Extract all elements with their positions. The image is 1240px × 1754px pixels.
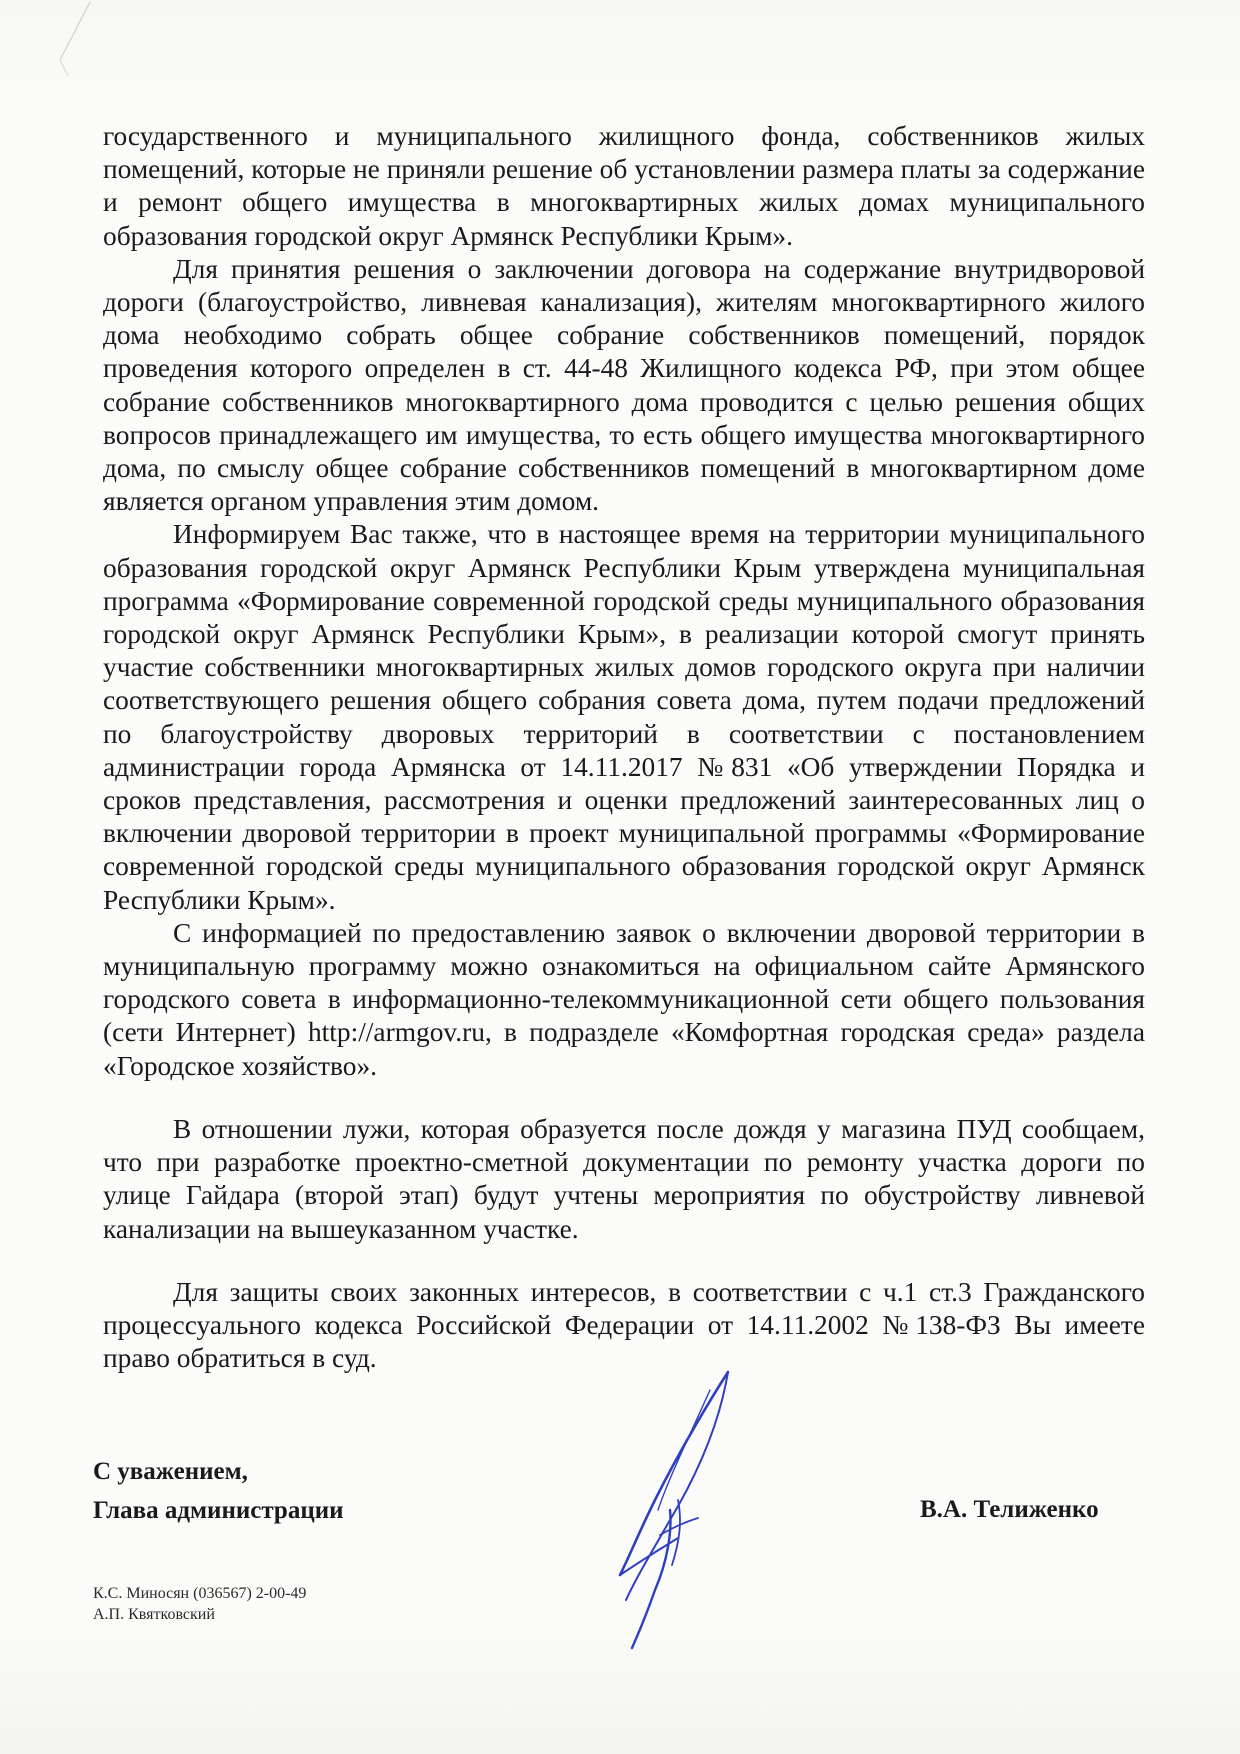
- letter-body: [103, 120, 1145, 1375]
- paragraph-application-info: С информацией по предоставлению заявок о включении дворовой территории в муниципальную программу можно ознакомиться на официальном сайте Армянского городского совета в информационно-телекоммуникационной сети общего пользования (сети Интернет) http://armgov.ru, в подразделе «Комфортная городская среда» раздела «Городское хозяйство».: [103, 917, 1145, 1081]
- closing-regards: С уважением,: [93, 1458, 248, 1485]
- paragraph-general-meeting: Для принятия решения о заключении договора на содержание внутридворовой дороги (благоустройство, ливневая канализация), жителям многоквартирного жилого дома необходимо собрать общее собрание собственников помещений, порядок проведения которого определен в ст. 44-48 Жилищного кодекса РФ, при этом общее собрание собственников многоквартирного дома проводится с целью решения общих вопросов принадлежащего им имущества, то есть общего имущества многоквартирного дома, по смыслу общее собрание собственников помещений в многоквартирном доме является органом управления этим домом.: [103, 253, 1145, 517]
- paragraph-puddle: В отношении лужи, которая образуется после дождя у магазина ПУД сообщаем, что при разработке проектно-сметной документации по ремонту участка дороги по улице Гайдара (второй этап) будут учтены мероприятия по обустройству ливневой канализации на вышеуказанном участке.: [103, 1113, 1145, 1244]
- paper-fold-mark: [40, 0, 120, 90]
- closing-block: [93, 1452, 344, 1530]
- paragraph-municipal-program: Информируем Вас также, что в настоящее время на территории муниципального образования городской округ Армянск Республики Крым утверждена муниципальная программа «Формирование современной городской среды муниципального образования городской округ Армянск Республики Крым», в реализации которой смогут принять участие собственники многоквартирных жилых домов городского округа при наличии соответствующего решения общего собрания совета дома, путем подачи предложений по благоустройству дворовых территорий в соответствии с постановлением администрации города Армянска от 14.11.2017 №831 «Об утверждении Порядка и сроков представления, рассмотрения и оценки предложений заинтересованных лиц о включении дворовой территории в проект муниципальной программы «Формирование современной городской среды муниципального образования городской округ Армянск Республики Крым».: [103, 519, 1145, 915]
- contacts-block: [93, 1583, 306, 1625]
- contact-executor: К.С. Миносян (036567) 2-00-49: [93, 1585, 307, 1602]
- paragraph-legal-rights: Для защиты своих законных интересов, в соответствии с ч.1 ст.3 Гражданского процессуального кодекса Российской Федерации от 14.11.2002 №138-ФЗ Вы имеете право обратиться в суд.: [103, 1276, 1145, 1374]
- handwritten-signature: [560, 1360, 800, 1650]
- signer-position: Глава администрации: [93, 1497, 344, 1524]
- paragraph-housing-fund: государственного и муниципального жилищного фонда, собственников жилых помещений, которые не приняли решение об установлении размера платы за содержание и ремонт общего имущества в многоквартирных жилых домах муниципального образования городской округ Армянск Республики Крым».: [103, 121, 1145, 251]
- signer-name: В.А. Телиженко: [920, 1496, 1099, 1523]
- contact-second: А.П. Квятковский: [93, 1606, 215, 1623]
